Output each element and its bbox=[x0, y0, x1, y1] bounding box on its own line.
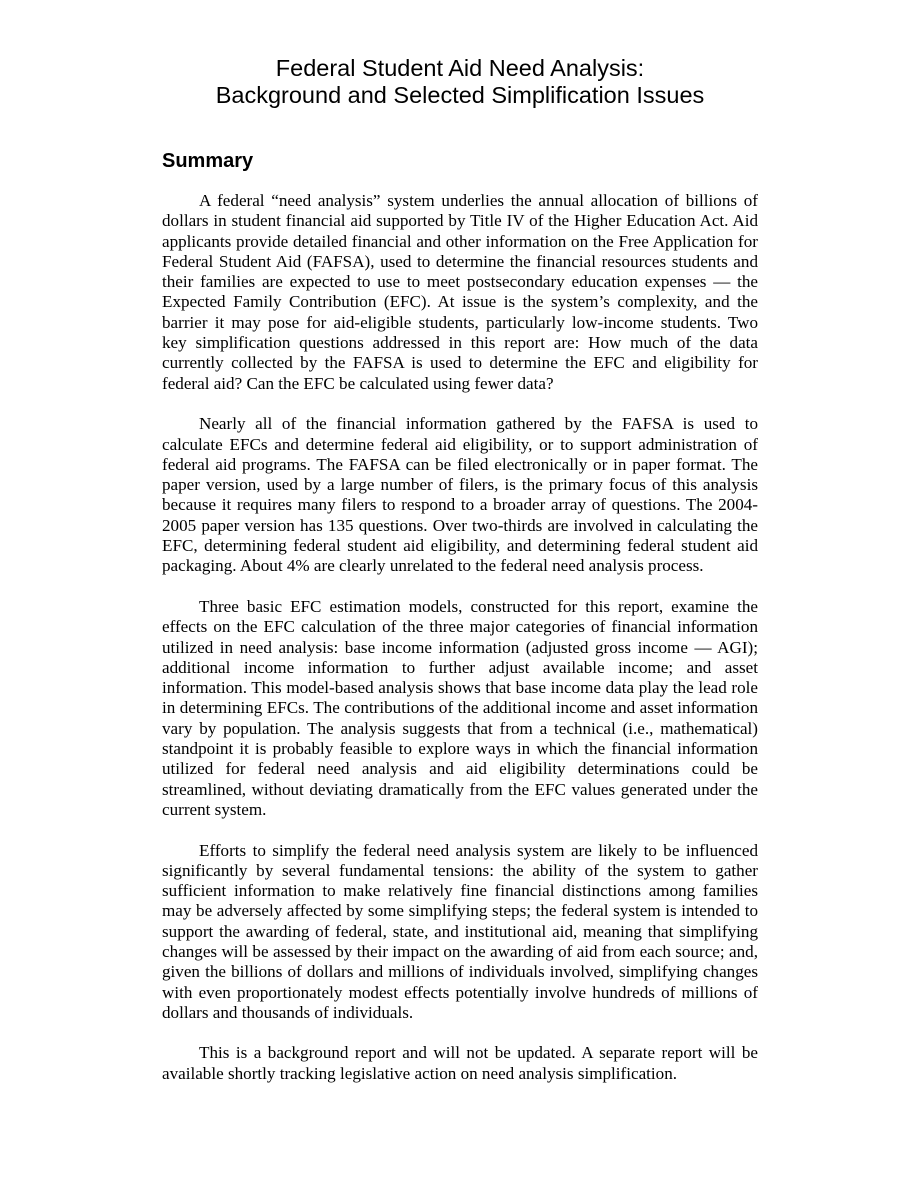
summary-paragraph-2: Nearly all of the financial information gathered by the FAFSA is used to calculate EFCs and determine federal aid eligibility, or to support administration of federal aid programs. The FAFSA can be filed electronically or in paper format. The paper version, used by a large number of filers, is the primary focus of this analysis because it requires many filers to respond to a broader array of questions. The 2004-2005 paper version has 135 questions. Over two-thirds are involved in calculating the EFC, determining federal student aid eligibility, and determining federal student aid packaging. About 4% are clearly unrelated to the federal need analysis process. bbox=[162, 414, 758, 576]
summary-paragraph-4: Efforts to simplify the federal need analysis system are likely to be influenced significantly by several fundamental tensions: the ability of the system to gather sufficient information to make relatively fine financial distinctions among families may be adversely affected by some simplifying steps; the federal system is intended to support the awarding of federal, state, and institutional aid, meaning that simplifying changes will be assessed by their impact on the awarding of aid from each source; and, given the billions of dollars and millions of individuals involved, simplifying changes with even proportionately modest effects potentially involve hundreds of millions of dollars and thousands of individuals. bbox=[162, 840, 758, 1022]
document-title bbox=[0, 55, 920, 109]
summary-body bbox=[162, 191, 758, 1104]
summary-paragraph-1: A federal “need analysis” system underlies the annual allocation of billions of dollars in student financial aid supported by Title IV of the Higher Education Act. Aid applicants provide detailed financial and other information on the Free Application for Federal Student Aid (FAFSA), used to determine the financial resources students and their families are expected to use to meet postsecondary education expenses — the Expected Family Contribution (EFC). At issue is the system’s complexity, and the barrier it may pose for aid-eligible students, particularly low-income students. Two key simplification questions addressed in this report are: How much of the data currently collected by the FAFSA is used to determine the EFC and eligibility for federal aid? Can the EFC be calculated using fewer data? bbox=[162, 191, 758, 393]
summary-paragraph-5: This is a background report and will not be updated. A separate report will be available shortly tracking legislative action on need analysis simplification. bbox=[162, 1043, 758, 1083]
title-line-2: Background and Selected Simplification Issues bbox=[215, 82, 705, 108]
section-heading: Summary bbox=[162, 150, 254, 172]
summary-paragraph-3: Three basic EFC estimation models, constructed for this report, examine the effects on the EFC calculation of the three major categories of financial information utilized in need analysis: base income information (adjusted gross income — AGI); additional income information to further adjust available income; and asset information. This model-based analysis shows that base income data play the lead role in determining EFCs. The contributions of the additional income and asset information vary by population. The analysis suggests that from a technical (i.e., mathematical) standpoint it is probably feasible to explore ways in which the financial information utilized for federal need analysis and aid eligibility determinations could be streamlined, without deviating dramatically from the EFC values generated under the current system. bbox=[162, 596, 758, 819]
title-line-1: Federal Student Aid Need Analysis: bbox=[275, 55, 645, 81]
